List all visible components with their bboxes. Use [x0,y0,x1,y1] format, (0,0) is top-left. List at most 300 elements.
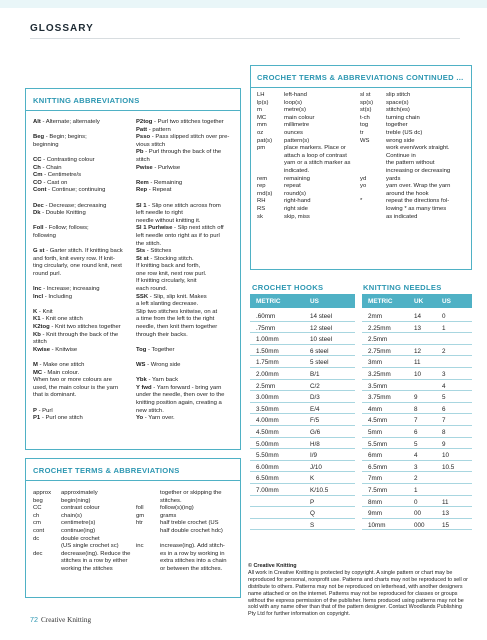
glossary-term: Pb [136,149,144,156]
abbreviation: yd [360,175,367,182]
panel-divider [250,87,472,88]
table-cell: 2.00mm [256,370,279,378]
abbreviation: RS [257,205,266,212]
knitting-abbreviations-title: KNITTING ABBREVIATIONS [33,96,140,105]
table-cell: 3 [442,370,446,378]
table-cell: 7 [442,417,446,425]
glossary-definition: - Continue; continuing [46,187,106,194]
table-cell: 15 [442,521,450,529]
glossary-entry [33,286,123,294]
glossary-definition: - Purlwise [152,164,181,171]
table-cell: 14 [414,313,422,320]
glossary-row [33,551,130,559]
glossary-row [33,490,130,498]
glossary-definition: - Purl [36,407,53,414]
glossary-row [33,520,130,528]
table-cell: P [310,498,315,506]
glossary-entry [136,408,229,416]
glossary-definition: - Purl through the back of the [143,149,222,156]
spacer [33,354,123,362]
glossary-definition: - Slip one stitch across from [146,202,221,209]
glossary-definition: - Centimetre/s [42,172,82,179]
definition: stitches in a row by either [61,558,128,565]
glossary-entry [33,271,123,279]
table-cell: 11 [414,359,421,367]
glossary-entry [33,210,123,218]
glossary-term: Cm [33,172,43,179]
table-cell: 6 [414,428,418,436]
glossary-entry [33,256,123,264]
glossary-term: Cont [33,187,47,194]
abbreviation: sp(s) [360,99,374,106]
glossary-term: Sl 1 Purlwise [136,225,173,232]
table-cell: 4.5mm [368,417,388,425]
table-cell: 8 [414,405,418,413]
glossary-entry [136,119,229,127]
table-cell: F/5 [310,417,320,425]
glossary-entry [33,415,123,423]
table-cell: E/4 [310,405,320,413]
abbreviation: t-ch [360,114,370,121]
glossary-row [257,122,350,130]
table-cell: 3.25mm [368,370,391,378]
needle-size-row [362,438,472,450]
table-cell: 5.00mm [256,440,279,448]
glossary-entry [33,347,123,355]
crochet-continued-title: CROCHET TERMS & ABBREVIATIONS CONTINUED ... [257,73,464,82]
glossary-row [360,92,450,100]
glossary-row [257,198,350,206]
abbreviation [33,566,61,574]
definition: yards [386,175,401,182]
glossary-row [33,543,130,551]
abbreviation [257,153,284,161]
crochet-abbrev-left-column [33,490,130,574]
abbreviation [136,528,160,536]
glossary-entry [33,134,123,142]
glossary-row [33,528,130,536]
glossary-entry [33,225,123,233]
table-cell: 5 steel [310,359,329,367]
table-cell: 7.5mm [368,486,388,494]
glossary-entry [136,203,229,211]
glossary-definition: - Knit through the back of the [40,331,119,338]
crochet-hooks-header [250,294,355,308]
glossary-definition: - Knit one stitch [40,316,83,323]
glossary-row [257,176,350,184]
table-cell: 5.5mm [368,440,388,448]
abbreviation: rem [257,175,268,182]
glossary-entry [136,309,229,317]
table-cell: H/8 [310,440,320,448]
table-cell: 12 [414,347,422,355]
table-cell: 1.00mm [256,336,279,344]
hook-size-row [250,310,355,322]
table-cell: 10.5 [442,463,455,471]
table-cell: 5 [414,440,418,448]
glossary-row [360,122,450,130]
table-cell: 3mm [368,359,382,367]
glossary-term: St st [136,255,149,262]
knitting-abbrev-left-column [33,119,123,423]
table-cell: D/3 [310,394,320,402]
table-cell: 5mm [368,428,382,436]
glossary-definition: When two or more colours are [33,377,112,384]
glossary-definition: - Pass slipped stitch over pre- [150,134,230,141]
hook-size-row [250,380,355,392]
glossary-entry [136,225,229,233]
abbreviation: htr [136,520,143,527]
glossary-definition: - Contrasting colour [41,156,95,163]
glossary-row [360,168,450,176]
glossary-definition: the stitch. [136,240,162,247]
glossary-term: M [33,362,38,368]
needle-size-row [362,380,472,392]
glossary-term: Dec [33,202,44,209]
spacer [33,127,123,135]
hook-size-row [250,519,355,531]
spacer [33,149,123,157]
definition: wrong side [386,137,415,144]
glossary-row [33,498,130,506]
abbreviation: LH [257,92,265,98]
definition: lowing * as many times [386,205,447,212]
abbreviation [360,160,386,168]
glossary-entry [136,142,229,150]
table-cell: 2 [414,475,418,483]
definition: the pattern without [386,160,435,167]
abbreviation: approx [33,490,52,496]
table-cell: 3.50mm [256,405,279,413]
top-accent-strip [0,0,487,8]
hook-size-row [250,403,355,415]
glossary-definition: - Yarn back [146,377,179,384]
glossary-entry [136,210,229,218]
glossary-definition: If knitting circularly, knit [136,278,197,285]
abbreviation [257,160,284,168]
abbreviation: inc [136,543,144,550]
table-cell: 10 [442,452,450,460]
glossary-row [257,115,350,123]
definition: decrease(ing). Reduce the [61,550,131,557]
abbreviation: tog [360,122,369,129]
definition: repeat the directions fol- [386,198,450,205]
definition: repeat [284,183,301,190]
abbreviation: dc [33,535,40,542]
definition: around the hook [386,190,429,197]
abbreviation: RH [257,198,266,205]
glossary-entry [33,392,123,400]
publication-name: Creative Knitting [41,616,92,624]
definition: Continue in [386,152,416,159]
glossary-definition: - Slip next stitch off [172,225,224,232]
glossary-entry [33,385,123,393]
abbreviation: sl st [360,92,371,98]
hook-size-row [250,368,355,380]
definition: main colour [284,114,315,121]
definition: attach a loop of contrast [284,152,347,159]
definition: right-hand [284,198,311,205]
definition: half double crochet hdc) [160,527,223,534]
definition: ounces [284,129,303,136]
glossary-definition: - Knit [37,308,53,315]
table-cell: 9mm [368,510,382,518]
glossary-row [257,168,350,176]
abbreviation: st(s) [360,107,372,114]
glossary-row [360,214,450,222]
needle-size-row [362,426,472,438]
abbreviation [136,558,160,566]
hook-size-row [250,345,355,357]
table-cell: 6mm [368,452,382,460]
glossary-term: Dk [33,210,41,217]
definition: treble (US dc) [386,129,423,136]
glossary-definition: - Follow; follows; [43,225,89,232]
glossary-definition: beginning [33,141,59,148]
table-cell: 8 [442,428,446,436]
definition: pattern(s) [284,137,310,144]
glossary-entry [33,233,123,241]
glossary-row [136,490,226,498]
definition: extra stitches into a chain [160,558,227,565]
glossary-definition: following [33,232,56,239]
table-cell: 13 [414,324,422,332]
glossary-definition: - Knit two stitches together [49,324,121,331]
glossary-row [360,176,450,184]
definition: right side [284,205,308,212]
glossary-definition: each round. [136,286,168,293]
glossary-definition: that is dominant. [33,392,77,399]
abbreviation: m [257,107,262,114]
panel-divider [25,480,241,481]
glossary-definition: stitch [136,156,150,163]
glossary-definition: - Main colour. [42,369,80,376]
glossary-row [257,191,350,199]
table-cell: 5.50mm [256,452,279,460]
table-cell: K/10.5 [310,486,329,494]
needle-size-row [362,322,472,334]
table-cell: 10 steel [310,336,333,344]
glossary-term: Kwise [33,346,51,353]
glossary-row [360,206,450,214]
glossary-entry [136,400,229,408]
abbreviation [33,558,61,566]
glossary-definition: - Stocking stitch. [148,255,194,262]
abbreviation [136,536,160,544]
glossary-definition: - Purl two stitches together [152,119,224,125]
glossary-entry [136,415,229,423]
glossary-row [257,100,350,108]
glossary-entry [33,203,123,211]
glossary-definition: - Garter stitch. If knitting back [44,248,123,255]
glossary-row [136,551,226,559]
glossary-term: Rep [136,187,148,194]
table-cell: 3.00mm [256,394,279,402]
definition: grams [160,512,177,519]
definition: approximately [61,490,98,496]
glossary-definition: ting circularly, one round knit, next [33,263,122,270]
glossary-term: Inc [33,286,42,293]
definition: centimetre(s) [61,520,96,527]
glossary-definition: - Together [146,346,175,353]
needles-header-uk: UK [414,298,424,305]
table-cell: 9 [442,440,446,448]
glossary-entry [33,294,123,302]
table-cell: J/10 [310,463,322,471]
definition: half treble crochet (US [160,520,219,527]
glossary-entry [33,180,123,188]
definition: stitches. [160,497,182,504]
hook-size-row [250,322,355,334]
needle-size-row [362,345,472,357]
abbreviation: sk [257,213,263,220]
glossary-definition: new stitch. [136,407,164,414]
table-cell: 0 [414,498,418,506]
glossary-term: Foll [33,225,44,232]
glossary-entry [33,370,123,378]
glossary-entry [136,324,229,332]
hook-size-row [250,484,355,496]
hook-size-row [250,356,355,368]
glossary-entry [33,408,123,416]
glossary-row [136,536,226,544]
needle-size-row [362,496,472,508]
glossary-definition: - Including [43,293,72,300]
glossary-definition: - Knitwise [50,346,78,353]
knitting-abbrev-right-column [136,119,229,423]
needles-header-us: US [442,298,451,305]
glossary-definition: vious stitch [136,141,166,148]
glossary-row [257,206,350,214]
spacer [33,400,123,408]
glossary-entry [33,339,123,347]
glossary-definition: - Repeat [147,187,172,194]
abbreviation: rnd(s) [257,190,273,197]
page-footer [30,615,91,624]
table-cell: 9 [414,394,418,402]
abbreviation: pat(s) [257,137,273,144]
table-cell: 4.00mm [256,417,279,425]
definition: (US single crochet sc) [61,543,119,550]
glossary-definition: - Remaining [148,179,183,186]
glossary-row [360,100,450,108]
glossary-row [257,160,350,168]
glossary-row [136,513,226,521]
abbreviation [136,551,160,559]
table-cell: 11 [442,498,449,506]
glossary-entry [33,142,123,150]
abbreviation: beg [33,497,43,504]
definition: yarn or a stitch marker as [284,160,351,167]
glossary-row [360,145,450,153]
hook-size-row [250,391,355,403]
glossary-entry [136,248,229,256]
abbreviation [360,206,386,214]
glossary-entry [136,233,229,241]
glossary-entry [136,241,229,249]
glossary-definition: - Double Knitting [40,210,86,217]
table-cell: 2.25mm [368,324,391,332]
abbreviation: lp(s) [257,99,269,106]
abbreviation: WS [360,137,370,144]
glossary-term: Incl [33,293,44,300]
definition: together or skipping the [160,490,222,496]
table-cell: 6.00mm [256,463,279,471]
abbreviation: cont [33,527,45,534]
panel-divider [25,110,241,111]
needles-header-metric: METRIC [368,298,393,305]
hook-size-row [250,333,355,345]
hook-size-row [250,414,355,426]
needle-size-row [362,484,472,496]
glossary-row [136,520,226,528]
table-cell: 13 [442,510,450,518]
spacer [136,354,229,362]
table-cell: 6.50mm [256,475,279,483]
spacer [33,301,123,309]
crochet-hooks-table [250,310,355,530]
copyright-notice [248,563,468,618]
glossary-definition: - Purl one stitch [40,415,83,422]
knitting-needles-table [362,310,472,530]
definition: together [386,122,408,129]
glossary-term: Sts [136,248,146,255]
table-cell: 000 [414,521,425,529]
abbreviation: yo [360,183,367,190]
glossary-row [257,145,350,153]
glossary-term: P [33,407,37,414]
table-cell: 8mm [368,498,382,506]
glossary-entry [33,362,123,370]
hooks-header-metric: METRIC [256,298,281,305]
glossary-definition: - Make one stitch [37,362,85,368]
definition: work even/work straight. [386,145,450,152]
glossary-definition: - Wrong side [145,362,181,368]
glossary-entry [136,286,229,294]
glossary-row [257,130,350,138]
glossary-row [136,528,226,536]
hook-size-row [250,449,355,461]
table-cell: 3 [414,463,418,471]
definition: contrast colour [61,505,100,512]
glossary-term: Pwise [136,164,153,171]
glossary-entry [33,309,123,317]
glossary-entry [136,362,229,370]
knitting-needles-header [362,294,472,308]
glossary-definition: - Alternate; alternately [40,119,100,125]
definition: round(s) [284,190,306,197]
glossary-term: Ch [33,164,41,171]
abbreviation: rep [257,183,266,190]
table-cell: 4 [442,382,446,390]
definition: place markers. Place or [284,145,346,152]
table-cell: 3.75mm [368,394,391,402]
glossary-entry [33,316,123,324]
glossary-row [33,536,130,544]
glossary-row [360,130,450,138]
glossary-term: CO [33,179,42,186]
glossary-row [360,160,450,168]
abbreviation: gm [136,512,145,519]
definition: turning chain [386,114,420,121]
glossary-row [257,153,350,161]
glossary-entry [136,218,229,226]
definition: increase(ing). Add stitch- [160,543,225,550]
glossary-entry [136,263,229,271]
glossary-entry [33,165,123,173]
glossary-row [257,214,350,222]
glossary-term: Alt [33,119,41,125]
